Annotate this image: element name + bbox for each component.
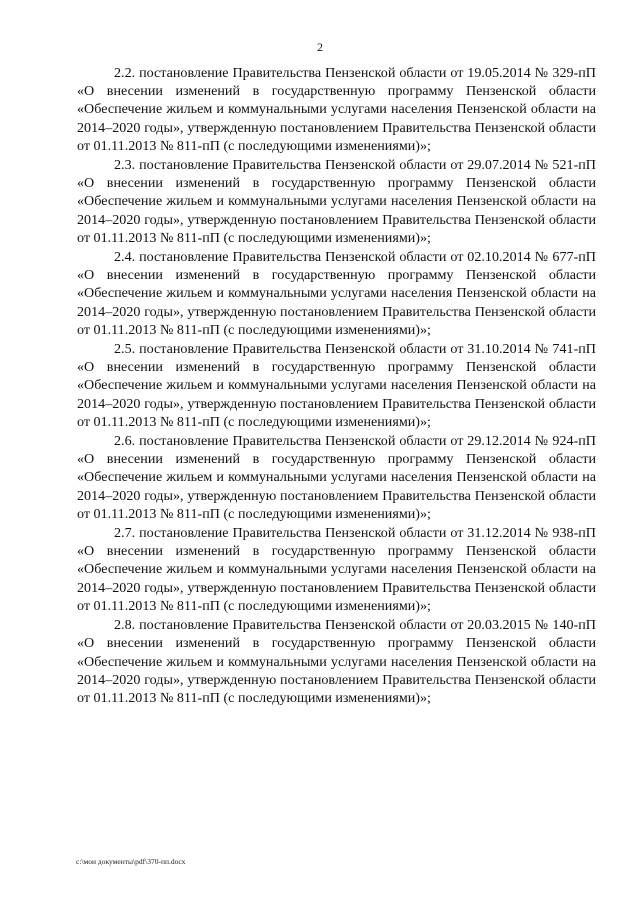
page-number: 2 (317, 40, 323, 54)
list-item-2-7: 2.7. постановление Правительства Пензенской области от 31.12.2014 № 938-пП «О внесении изменений в государственную программу Пензенской области «Обеспечение жильем и коммунальными услугами населения Пензенской области на 2014–2020 годы», утвержденную постановлением Правительства Пензенской области от 01.11.2013 № 811-пП (с последующими изменениями)»; (77, 525, 596, 614)
document-body (77, 64, 596, 708)
list-item-2-2: 2.2. постановление Правительства Пензенской области от 19.05.2014 № 329-пП «О внесении изменений в государственную программу Пензенской области «Обеспечение жильем и коммунальными услугами населения Пензенской области на 2014–2020 годы», утвержденную постановлением Правительства Пензенской области от 01.11.2013 № 811-пП (с последующими изменениями)»; (77, 65, 596, 154)
list-item-2-4: 2.4. постановление Правительства Пензенской области от 02.10.2014 № 677-пП «О внесении изменений в государственную программу Пензенской области «Обеспечение жильем и коммунальными услугами населения Пензенской области на 2014–2020 годы», утвержденную постановлением Правительства Пензенской области от 01.11.2013 № 811-пП (с последующими изменениями)»; (77, 249, 596, 338)
footer-file-path: c:\мои документы\pdf\370-пп.docx (76, 857, 186, 866)
list-item-2-5: 2.5. постановление Правительства Пензенской области от 31.10.2014 № 741-пП «О внесении изменений в государственную программу Пензенской области «Обеспечение жильем и коммунальными услугами населения Пензенской области на 2014–2020 годы», утвержденную постановлением Правительства Пензенской области от 01.11.2013 № 811-пП (с последующими изменениями)»; (77, 341, 596, 430)
list-item-2-3: 2.3. постановление Правительства Пензенской области от 29.07.2014 № 521-пП «О внесении изменений в государственную программу Пензенской области «Обеспечение жильем и коммунальными услугами населения Пензенской области на 2014–2020 годы», утвержденную постановлением Правительства Пензенской области от 01.11.2013 № 811-пП (с последующими изменениями)»; (77, 157, 596, 246)
list-item-2-8: 2.8. постановление Правительства Пензенской области от 20.03.2015 № 140-пП «О внесении изменений в государственную программу Пензенской области «Обеспечение жильем и коммунальными услугами населения Пензенской области на 2014–2020 годы», утвержденную постановлением Правительства Пензенской области от 01.11.2013 № 811-пП (с последующими изменениями)»; (77, 617, 596, 706)
list-item-2-6: 2.6. постановление Правительства Пензенской области от 29.12.2014 № 924-пП «О внесении изменений в государственную программу Пензенской области «Обеспечение жильем и коммунальными услугами населения Пензенской области на 2014–2020 годы», утвержденную постановлением Правительства Пензенской области от 01.11.2013 № 811-пП (с последующими изменениями)»; (77, 433, 596, 522)
